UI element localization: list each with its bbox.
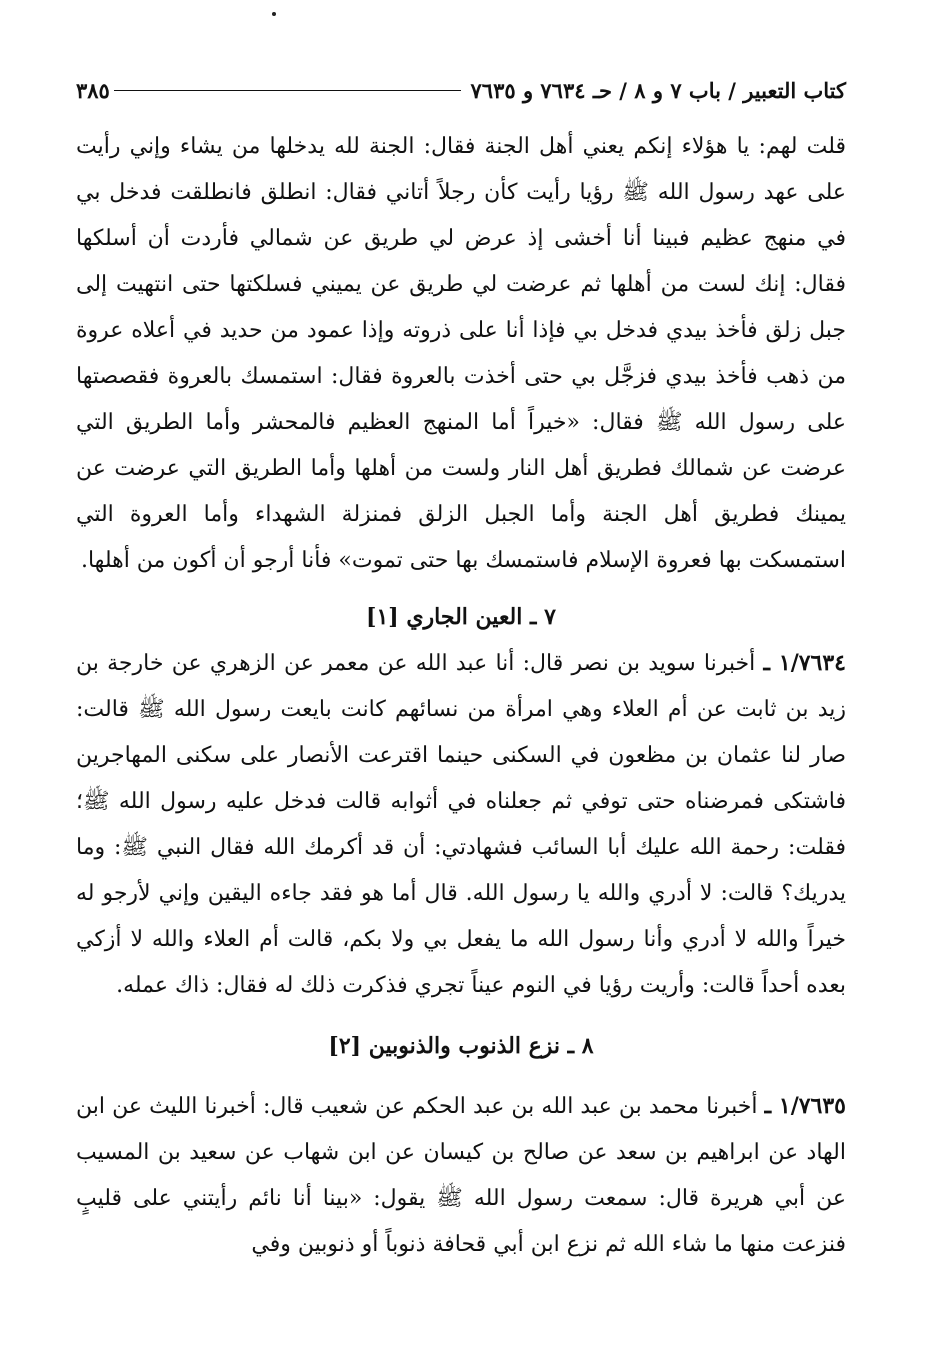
header-rule <box>114 90 461 91</box>
hadith-7635-number: ١/٧٦٣٥ ـ <box>764 1093 846 1119</box>
hadith-7634-number: ١/٧٦٣٤ ـ <box>763 650 846 676</box>
hadith-7634-text: أخبرنا سويد بن نصر قال: أنا عبد الله عن معمر عن الزهري عن خارجة بن زيد بن ثابت عن أم العلاء وهي امرأة من نسائهم كانت بايعت رسول الله ﷺ قالت: صار لنا عثمان بن مظعون في السكنى حينما اقترعت الأنصار على سكنى المهاجرين فاشتكى فمرضناه حتى توفي ثم جعلناه في أثوابه قالت فدخل عليه رسول الله ﷺ؛ فقلت: رحمة الله عليك أبا السائب فشهادتي: أن قد أكرمك الله فقال النبي ﷺ: وما يدريك؟ قالت: لا أدري والله يا رسول الله. قال أما هو فقد جاءه اليقين وإني لأرجو له خيراً والله لا أدري وأنا رسول الله ما يفعل بي ولا بكم، قالت أم العلاء والله لا أزكي بعده أحداً قالت: وأريت رؤيا في النوم عيناً تجري فذكرت ذلك له فقال: ذاك عمله. <box>76 651 846 998</box>
page-number: ٣٨٥ <box>76 77 110 103</box>
speck-mark <box>272 12 276 16</box>
hadith-7634 <box>76 640 846 1009</box>
intro-paragraph: قلت لهم: يا هؤلاء إنكم يعني أهل الجنة فقال: الجنة لله يدخلها من يشاء وإني رأيت على عهد رسول الله ﷺ رؤيا رأيت كأن رجلاً أتاني فقال: انطلق فانطلقت فدخل بي في منهج عظيم فبينا أنا أخشى إذ عرض لي طريق عن شمالي فأردت أن أسلكها فقال: إنك لست من أهلها ثم عرضت لي طريق عن يميني فسلكتها حتى انتهيت إلى جبل زلق فأخذ بيدي فدخل بي فإذا أنا على ذروته وإذا عمود من حديد في أعلاه عروة من ذهب فأخذ بيدي فزجَّل بي حتى أخذت بالعروة فقال: استمسك بالعروة فقصصتها على رسول الله ﷺ فقال: «خيراً أما المنهج العظيم فالمحشر وأما الطريق التي عرضت عن شمالك فطريق أهل النار ولست من أهلها وأما الطريق التي عرضت عن يمينك فطريق أهل الجنة وأما الجبل الزلق فمنزلة الشهداء وأما العروة التي استمسكت بها فعروة الإسلام فاستمسك بها حتى تموت» فأنا أرجو أن أكون من أهلها. <box>76 134 846 573</box>
section-7-heading: ٧ ـ العين الجاري [١] <box>366 604 556 630</box>
section-8-heading: ٨ ـ نزع الذنوب والذنوبين [٢] <box>328 1033 594 1059</box>
hadith-7635 <box>76 1083 846 1268</box>
running-header <box>76 72 846 108</box>
hadith-7635-text: أخبرنا محمد بن عبد الله بن عبد الحكم عن شعيب قال: أخبرنا الليث عن ابن الهاد عن ابراهيم بن سعد عن صالح بن كيسان عن ابن شهاب عن سعيد بن المسيب عن أبي هريرة قال: سمعت رسول الله ﷺ يقول: «بينا أنا نائم رأيتني على قليبٍ فنزعت منها ما شاء الله ثم نزع ابن أبي قحافة ذنوباً أو ذنوبين وفي <box>76 1094 846 1257</box>
page-body <box>76 124 846 1268</box>
header-title: كتاب التعبير / باب ٧ و ٨ / حـ ٧٦٣٤ و ٧٦٣٥ <box>470 77 846 103</box>
